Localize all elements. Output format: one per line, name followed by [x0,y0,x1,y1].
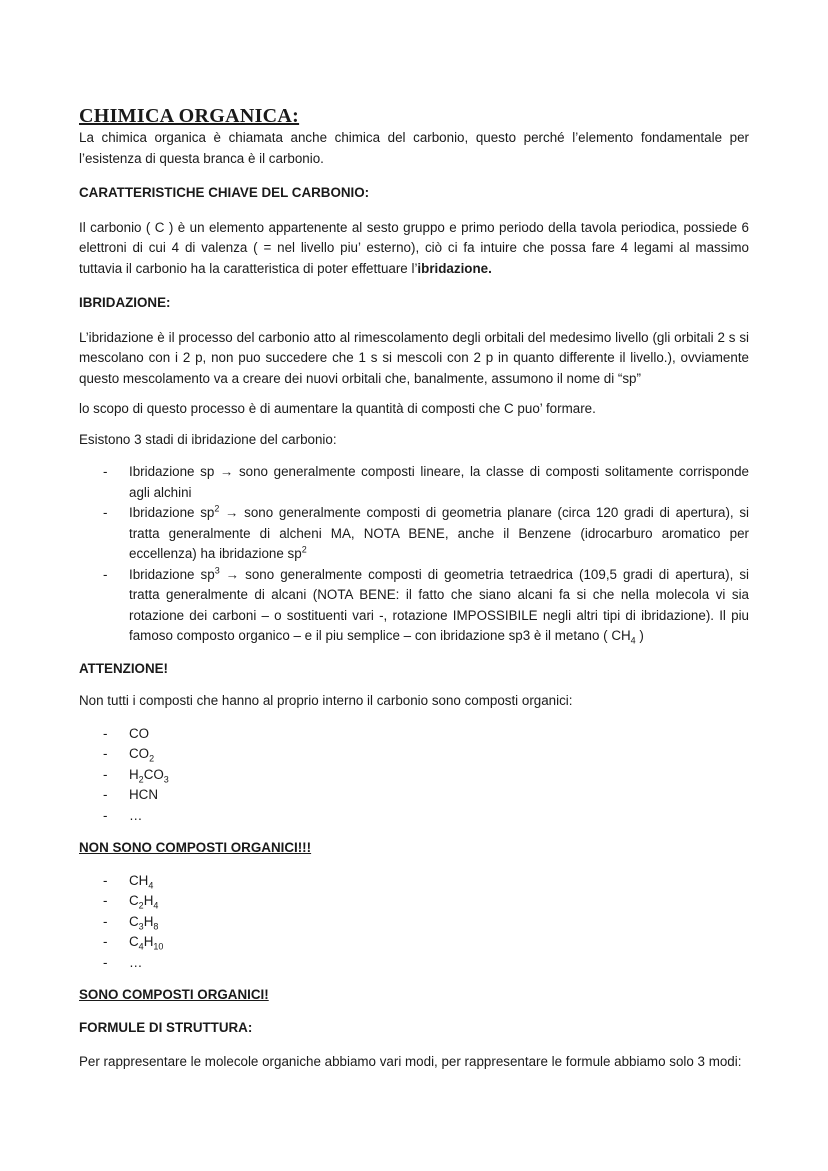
non-organic-list [79,724,749,827]
carbonio-heading: CARATTERISTICHE CHIAVE DEL CARBONIO: [79,185,370,200]
attenzione-paragraph: Non tutti i composti che hanno al proprio interno il carbonio sono composti organici: [79,693,573,708]
list-item: - … [79,953,749,974]
list-item: - Ibridazione $sp^3$ → sono generalmente composti di geometria tetraedrica (109,5 gradi di apertura), si tratta generalmente di alcani (NOTA BENE: il fatto che siano alcani fa si che nella molecola vi sia rotazione dei carboni – o sostituenti vari -, rotazione IMPOSSIBILE negli altri tipi di ibridazione). Il piu famoso composto organico – e il piu semplice – con ibridazione sp3 è il metano ( $CH_4$ ) [79,565,749,647]
list-item: - Ibridazione $sp^2$ → sono generalmente composti di geometria planare (circa 120 gradi di apertura), si tratta generalmente di alcheni MA, NOTA BENE, anche il Benzene (idrocarburo aromatico per eccellenza) ha ibridazione $sp^2$ [79,503,749,565]
ibridazione-heading: IBRIDAZIONE: [79,295,171,310]
list-item: - $H_2CO_3$ [79,765,749,786]
formule-paragraph: Per rappresentare le molecole organiche abbiamo vari modi, per rappresentare le formule abbiamo solo 3 modi: [79,1054,742,1069]
ibridazione-list [79,462,749,647]
scopo-paragraph: lo scopo di questo processo è di aumentare la quantità di composti che C puo’ formare. [79,401,596,416]
list-item: - $CH_4$ [79,871,749,892]
carbonio-paragraph: Il carbonio ( C ) è un elemento appartenente al sesto gruppo e primo periodo della tavola periodica, possiede 6 elettroni di cui 4 di valenza ( = nel livello piu’ esterno), ciò ci fa intuire che possa fare 4 legami al massimo tuttavia il carbonio ha la caratteristica di poter effettuare l’ibridazione. [79,219,749,276]
list-item: - Ibridazione sp → sono generalmente composti lineare, la classe di composti solitamente corrisponde agli alchini [79,462,749,503]
list-item: - CO [79,724,749,745]
stadi-paragraph: Esistono 3 stadi di ibridazione del carbonio: [79,431,337,447]
list-item: - $C_2H_4$ [79,891,749,912]
attenzione-heading: ATTENZIONE! [79,660,169,676]
intro-paragraph: La chimica organica è chiamata anche chimica del carbonio, questo perché l’elemento fondamentale per l’esistenza di questa branca è il carbonio. [79,130,749,166]
page-title: CHIMICA ORGANICA: [79,105,300,127]
list-item: - … [79,806,749,827]
list-item: - $C_4H_{10}$ [79,932,749,953]
list-item: - $C_3H_8$ [79,912,749,933]
list-item: - $CO_2$ [79,744,749,765]
organic-label: SONO COMPOSTI ORGANICI! [79,987,269,1002]
ibridazione-paragraph: L’ibridazione è il processo del carbonio atto al rimescolamento degli orbitali del medesimo livello (gli orbitali 2 s si mescolano con i 2 p, non puo succedere che 1 s si mescoli con 2 p in quanto differente il livello.), ovviamente questo mescolamento va a creare dei nuovi orbitali che, banalmente, assumono il nome di “sp” [79,329,749,386]
document-page [79,104,749,1073]
organic-list [79,871,749,974]
non-organic-label: NON SONO COMPOSTI ORGANICI!!! [79,840,312,855]
list-item: - HCN [79,785,749,806]
formule-heading: FORMULE DI STRUTTURA: [79,1019,253,1035]
